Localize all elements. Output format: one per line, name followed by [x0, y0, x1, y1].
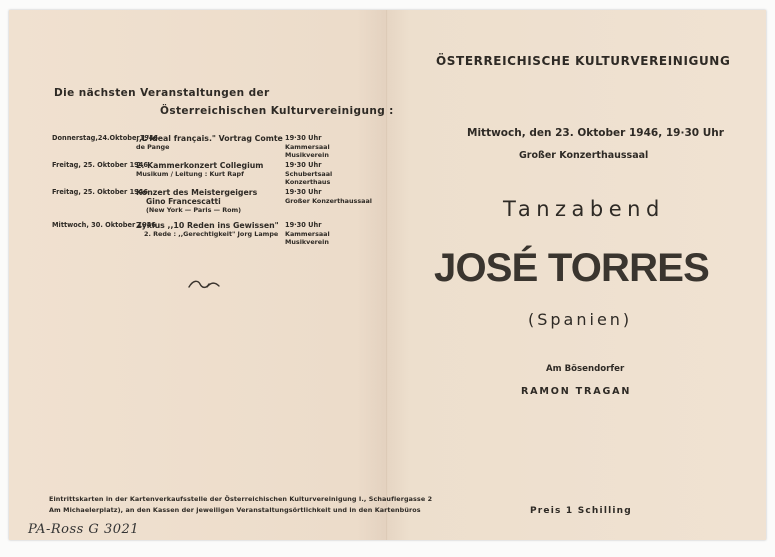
event-time: 19·30 Uhr: [285, 134, 322, 142]
event-date: Mittwoch, 30. Oktober 1946: [52, 221, 156, 229]
ticket-price: Preis 1 Schilling: [530, 506, 632, 516]
ornament-squiggle-icon: [187, 278, 221, 292]
pianist-name: RAMON TRAGAN: [521, 386, 632, 397]
event-title: Tanzabend: [503, 197, 665, 221]
archive-mark: PA-Ross G 3021: [28, 522, 140, 537]
event-subtitle: 2. Rede : ,,Gerechtigkeit" Jorg Lampe: [144, 230, 279, 238]
event-item: [52, 161, 372, 188]
page-fold: [386, 10, 388, 540]
event-time: 19·30 Uhr: [285, 161, 322, 169]
event-venue: Kammersaal Musikverein: [285, 230, 330, 246]
event-time: 19·30 Uhr: [285, 221, 322, 229]
event-date: Freitag, 25. Oktober 1946: [52, 188, 148, 196]
event-item: [52, 188, 372, 221]
organization-name: ÖSTERREICHISCHE KULTURVEREINIGUNG: [436, 54, 731, 68]
event-venue: Schubertsaal Konzerthaus: [285, 170, 333, 186]
event-subtitle: de Pange: [136, 143, 170, 151]
program-sheet: [9, 10, 766, 540]
event-date: Freitag, 25. Oktober 1946: [52, 161, 148, 169]
event-subtitle: Gino Francescatti: [146, 197, 221, 206]
event-item: [52, 134, 372, 161]
upcoming-events-heading-org: Österreichischen Kulturvereinigung :: [160, 105, 394, 117]
ticket-info-line-2: Am Michaelerplatz), an den Kassen der jeweiligen Veranstaltungsörtlichkeit und in den Kartenbüros: [49, 506, 421, 514]
performer-name: JOSÉ TORRES: [434, 246, 709, 290]
event-subtitle: Musikum / Leitung : Kurt Rapf: [136, 170, 244, 178]
performer-country: (Spanien): [528, 310, 633, 329]
event-time: 19·30 Uhr: [285, 188, 322, 196]
event-title: Zyklus ,,10 Reden ins Gewissen": [136, 221, 279, 230]
event-venue: Großer Konzerthaussaal: [285, 197, 372, 205]
events-list: [52, 134, 372, 248]
event-venue: Kammersaal Musikverein: [285, 143, 330, 159]
event-title: 2. Kammerkonzert Collegium: [136, 161, 264, 170]
event-title: ,,L'Ideal français." Vortrag Comte: [136, 134, 283, 143]
event-date-line: Mittwoch, den 23. Oktober 1946, 19·30 Uhr: [467, 127, 724, 139]
event-title: Konzert des Meistergeigers: [136, 188, 258, 197]
pianist-label: Am Bösendorfer: [546, 364, 625, 374]
event-venue-line: Großer Konzerthaussaal: [519, 150, 649, 161]
event-date: Donnerstag,24.Oktober1946: [52, 134, 159, 142]
ticket-info-line-1: Eintrittskarten in der Kartenverkaufsstelle der Österreichischen Kulturvereinigung I., Schauflergasse 2: [49, 495, 433, 503]
upcoming-events-heading: Die nächsten Veranstaltungen der: [54, 87, 270, 99]
event-subtitle-detail: (New York — Paris — Rom): [146, 206, 242, 214]
event-item: [52, 221, 372, 248]
